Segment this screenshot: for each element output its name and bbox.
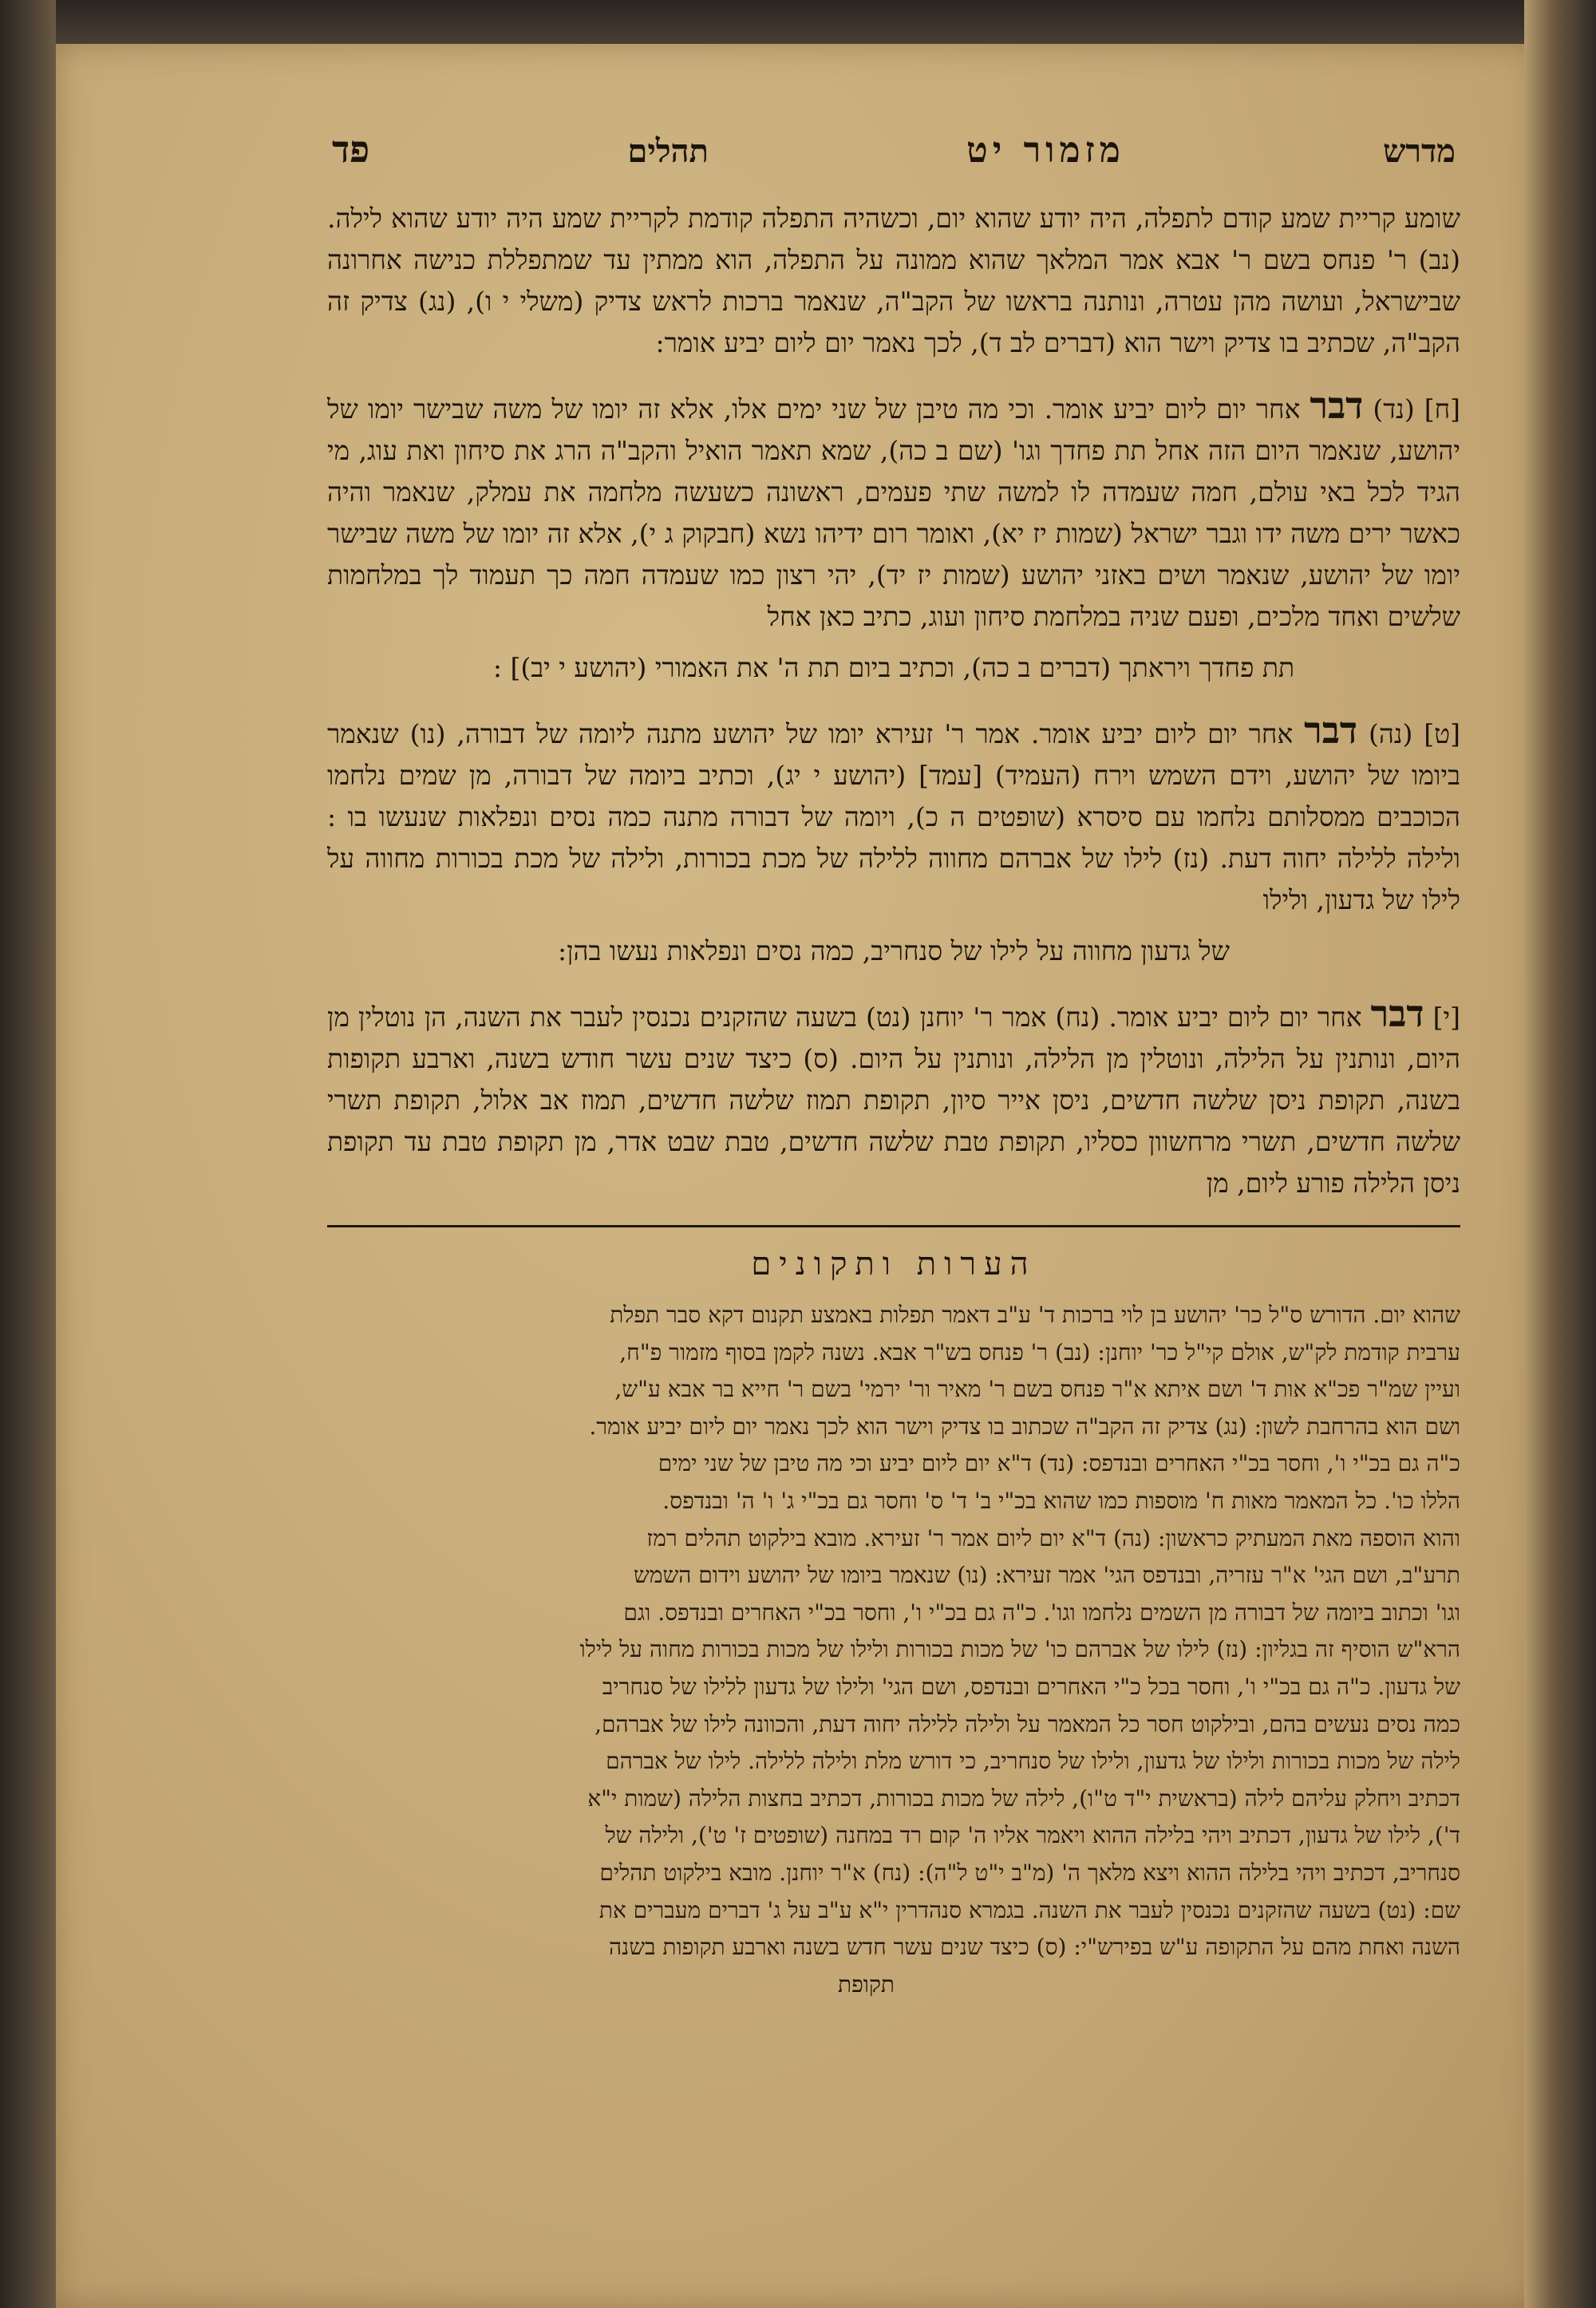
main-text: [327, 198, 1460, 1204]
paragraph-3-end: של גדעון מחווה על לילו של סנחריב, כמה נסים ונפלאות נעשו בהן:: [558, 935, 1230, 966]
page-edge-right: [1524, 0, 1596, 2308]
section-marker-9: [ט] (נה): [1368, 718, 1460, 749]
paragraph-3: [327, 709, 1460, 921]
note-line: וגו' וכתוב ביומה של דבורה מן השמים נלחמו וגו'. כ"ה גם בכ"י ו', וחסר בכ"י האחרים ובנדפס. וגם: [623, 1599, 1460, 1626]
lead-word: דבר: [1304, 709, 1358, 752]
note-line: של גדעון. כ"ה גם בכ"י ו', וחסר בכל כ"י האחרים ובנדפס, ושם הגי' ולילו של גדעון ללילו של סנחריב: [602, 1673, 1460, 1700]
note-line: הללו כו'. כל המאמר מאות ח' מוספות כמו שהוא בכ"י ב' ד' ס' וחסר גם בכ"י ג' ו' ה' ובנדפס.: [662, 1487, 1460, 1514]
paragraph-2-text: אחר יום ליום יביע אומר. וכי מה טיבן של שני ימים אלו, אלא זה יומו של משה שבישר יומו של יהושע, שנאמר היום הזה אחל תת פחדך וגו' (שם ב כה), שמא תאמר הואיל והקב"ה הרג את סיחון ואת עוג, מי הגיד לכל באי עולם, חמה שעמדה לו למשה שתי פעמים, ראשונה כשעשה מלחמה את עמלק, שנאמר והיה כאשר ירים משה ידו וגבר ישראל (שמות יז יא), ואומר רום ידיהו נשא (חבקוק ג י), אלא זה יומו של משה שבישר יומו של יהושע, שנאמר ושים באזני יהושע (שמות יז יד), יהי רצון כמו שעמדה חמה כך תעמוד לך במלחמות שלשים ואחד מלכים, ופעם שניה במלחמת סיחון ועוג, כתיב כאן אחל: [327, 393, 1461, 632]
note-line: ערבית קודמת לק"ש, אולם קי"ל כר' יוחנן: (נב) ר' פנחס בש"ר אבא. נשנה לקמן בסוף מזמור פ"ח,: [619, 1338, 1460, 1365]
note-line: כמה נסים נעשים בהם, ובילקוט חסר כל המאמר על ולילה ללילה יחוה דעת, והכוונה לילו של אברהם,: [595, 1710, 1460, 1737]
note-line: ד'), לילו של גדעון, דכתיב ויהי בלילה ההוא ויאמר אליו ה' קום רד במחנה (שופטים ז' ט'), ולילה של: [605, 1822, 1460, 1849]
paragraph-1: שומע קריית שמע קודם לתפלה, היה יודע שהוא יום, וכשהיה התפלה קודמת לקריית שמע היה יודע שהוא לילה. (נב) ר' פנחס בשם ר' אבא אמר המלאך שהוא ממונה על התפלה, הוא ממתין עד שמתפללת כנישה אחרונה שבישראל, ועושה מהן עטרה, ונותנה בראשו של הקב"ה, שנאמר ברכות לראש צדיק (משלי י ו), (נג) צדיק זה הקב"ה, שכתיב בו צדיק וישר הוא (דברים לב ד), לכך נאמר יום ליום יביע אומר:: [327, 203, 1460, 358]
folio-number: פד: [332, 128, 370, 171]
note-line: לילה של מכות בכורות ולילו של גדעון, ולילו של סנחריב, כי דורש מלת ולילה ללילה. לילו של אברהם: [606, 1748, 1460, 1775]
lead-word: דבר: [1310, 384, 1364, 427]
note-line: דכתיב ויחלק עליהם לילה (בראשית י"ד ט"ו), לילה של מכות בכורות, דכתיב בחצות הלילה (שמות י"א: [587, 1784, 1460, 1812]
book-binding-top: [0, 0, 1596, 48]
running-head-tehillim: תהלים: [627, 132, 709, 170]
running-head-mizmor: מזמור יט: [966, 130, 1125, 171]
page-content: [327, 128, 1460, 1998]
note-line: שם: (נט) בשעה שהזקנים נכנסין לעבר את השנה. בגמרא סנהדרין י"א ע"ב על ג' דברים מעברים את: [598, 1896, 1460, 1923]
note-line: כ"ה גם בכ"י ו', וחסר בכ"י האחרים ובנדפס: (נד) ד"א יום ליום יביע וכי מה טיבן של שני ימים: [658, 1450, 1460, 1477]
notes-title: הערות ותקונים: [751, 1246, 1037, 1282]
section-marker-8: [ח] (נד): [1373, 393, 1460, 425]
paragraph-3-text: אחר יום ליום יביע אומר. אמר ר' זעירא יומו של יהושע מתנה ליומה של דבורה, (נו) שנאמר ביומו של יהושע, וידם השמש וירח (העמיד) [עמד] (יהושע י יג), וכתיב ביומה של דבורה, מן שמים נלחמו הכוכבים ממסלותם נלחמו עם סיסרא (שופטים ה כ), ויומה של דבורה מתנה כמה נסים ונפלאות שנעשו בו : ולילה ללילה יחוה דעת. (נז) לילו של אברהם מחווה ללילה של מכת בכורות, ולילה של מכת בכורות מחווה על לילו של גדעון, ולילו: [327, 718, 1460, 915]
paragraph-4: [327, 993, 1460, 1204]
note-line: והוא הוספה מאת המעתיק כראשון: (נה) ד"א יום ליום אמר ר' זעירא. מובא בילקוט תהלים רמז: [646, 1524, 1460, 1551]
note-line: שהוא יום. הדורש ס"ל כר' יהושע בן לוי ברכות ד' ע"ב דאמר תפלות באמצע תקנום דקא סבר תפלת: [610, 1302, 1460, 1328]
note-line: תרע"ב, ושם הגי' א"ר עזריה, ובנדפס הגי' אמר זעירא: (נו) שנאמר ביומו של יהושע וידום השמש: [634, 1562, 1460, 1589]
section-marker-10: [י]: [1432, 1002, 1460, 1033]
note-line: ושם הוא בהרחבת לשון: (נג) צדיק זה הקב"ה שכתוב בו צדיק וישר הוא לכך נאמר יום ליום יביע אומר.: [589, 1413, 1460, 1440]
note-line: הרא"ש הוסיף זה בגליון: (נז) לילו של אברהם כו' של מכות בכורות ולילו של מכות בכורות מחוה על לילו: [579, 1636, 1460, 1663]
note-line: ועיין שמ"ר פכ"א אות ד' ושם איתא א"ר פנחס בשם ר' מאיר ור' ירמי' בשם ר' חייא בר אבא ע"ש,: [614, 1376, 1460, 1403]
running-head: [327, 128, 1460, 171]
paragraph-4-text: אחר יום ליום יביע אומר. (נח) אמר ר' יוחנן (נט) בשעה שהזקנים נכנסין לעבר את השנה, הן נוטלין מן היום, ונותנין על הלילה, ונוטלין מן הלילה, ונותנין על היום. (ס) כיצד שנים עשר חודש בשנה, וארבע תקופות בשנה, תקופת ניסן שלשה חדשים, ניסן אייר סיון, תקופת תמוז שלשה חדשים, תמוז אב אלול, תקופת תשרי שלשה חדשים, תשרי מרחשוון כסליו, תקופת טבת שלשה חדשים, טבת שבט אדר, מן תקופת טבת עד תקופת ניסן הלילה פורע ליום, מן: [327, 1002, 1460, 1199]
book-binding-left: [0, 0, 56, 2308]
note-line: סנחריב, דכתיב ויהי בלילה ההוא ויצא מלאך ה' (מ"ב י"ט ל"ה): (נח) א"ר יוחנן. מובא בילקוט תהלים: [599, 1859, 1460, 1886]
note-line: השנה ואחת מהם על התקופה ע"ש בפירש"י: (ס) כיצד שנים עשר חדש בשנה וארבע תקופות בשנה: [609, 1934, 1460, 1961]
notes-section: [327, 1245, 1460, 1998]
paragraph-2-end: תת פחדך ויראתך (דברים ב כה), וכתיב ביום תת ה' את האמורי (יהושע י יב)] :: [492, 652, 1295, 683]
lead-word: דבר: [1370, 992, 1424, 1035]
running-head-midrash: מדרש: [1383, 132, 1456, 170]
catchword: תקופת: [838, 1970, 895, 1998]
paragraph-2: [327, 385, 1460, 638]
section-divider: [327, 1225, 1460, 1227]
